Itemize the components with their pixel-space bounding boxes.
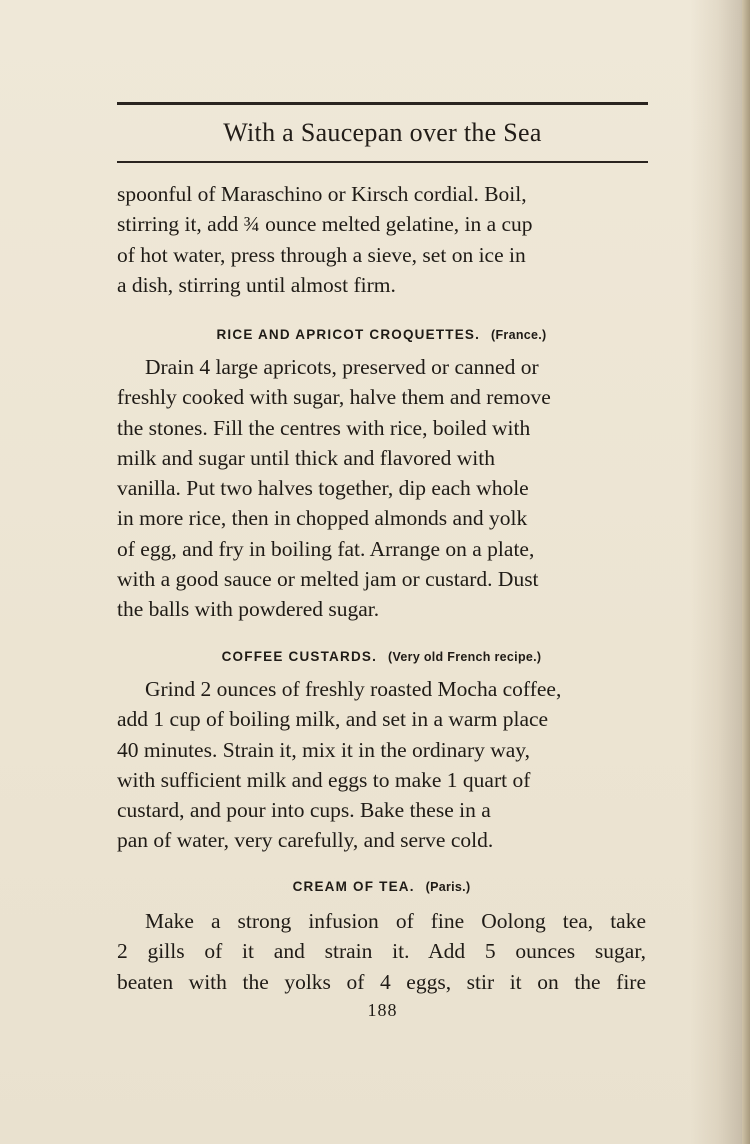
recipe-heading-rice-apricot — [117, 327, 646, 342]
heading-title: RICE AND APRICOT CROQUETTES. — [216, 327, 481, 342]
text-line: stirring it, add ¾ ounce melted gelatine, in a cup — [117, 212, 533, 237]
text-line: milk and sugar until thick and flavored with — [117, 445, 495, 470]
heading-note: (France.) — [491, 328, 547, 342]
text-line: pan of water, very carefully, and serve cold. — [117, 828, 494, 853]
header-rule-bottom — [117, 161, 648, 163]
header-rule-top — [117, 102, 648, 105]
text-line: 2 gills of it and strain it. Add 5 ounces sugar, — [117, 939, 646, 964]
text-line: spoonful of Maraschino or Kirsch cordial. Boil, — [117, 182, 527, 206]
recipe-heading-coffee-custards — [117, 649, 646, 664]
text-line: the balls with powdered sugar. — [117, 597, 380, 622]
paragraph-coffee-custards — [117, 674, 646, 856]
text-line: Make a strong infusion of fine Oolong tea, take — [145, 909, 646, 933]
text-line: in more rice, then in chopped almonds and yolk — [117, 506, 528, 531]
text-line: of egg, and fry in boiling fat. Arrange on a plate, — [117, 536, 535, 561]
heading-title: COFFEE CUSTARDS. — [221, 649, 378, 664]
text-line: 40 minutes. Strain it, mix it in the ordinary way, — [117, 737, 531, 762]
text-line: Grind 2 ounces of freshly roasted Mocha coffee, — [145, 677, 562, 701]
text-line: with a good sauce or melted jam or custard. Dust — [117, 567, 539, 592]
text-line: a dish, stirring until almost firm. — [117, 272, 396, 297]
text-line: custard, and pour into cups. Bake these in a — [117, 798, 491, 823]
text-line: with sufficient milk and eggs to make 1 quart of — [117, 767, 531, 792]
paragraph-cream-of-tea — [117, 906, 646, 997]
running-title: With a Saucepan over the Sea — [223, 118, 542, 147]
paragraph-rice-apricot — [117, 352, 646, 625]
text-line: the stones. Fill the centres with rice, boiled with — [117, 415, 531, 440]
heading-title: CREAM OF TEA. — [292, 879, 415, 894]
text-line: vanilla. Put two halves together, dip each whole — [117, 476, 529, 501]
text-line: of hot water, press through a sieve, set on ice in — [117, 242, 526, 267]
heading-note: (Paris.) — [425, 880, 471, 894]
recipe-heading-cream-of-tea — [117, 879, 646, 894]
page-number: 188 — [367, 1000, 398, 1020]
heading-note: (Very old French recipe.) — [388, 650, 542, 664]
text-line: freshly cooked with sugar, halve them and remove — [117, 385, 551, 410]
page-edge-shadow — [742, 0, 750, 1144]
text-line: beaten with the yolks of 4 eggs, stir it on the fire — [117, 969, 646, 994]
text-line: add 1 cup of boiling milk, and set in a warm place — [117, 707, 549, 732]
paragraph-continuation — [117, 179, 646, 300]
text-line: Drain 4 large apricots, preserved or canned or — [145, 355, 539, 379]
